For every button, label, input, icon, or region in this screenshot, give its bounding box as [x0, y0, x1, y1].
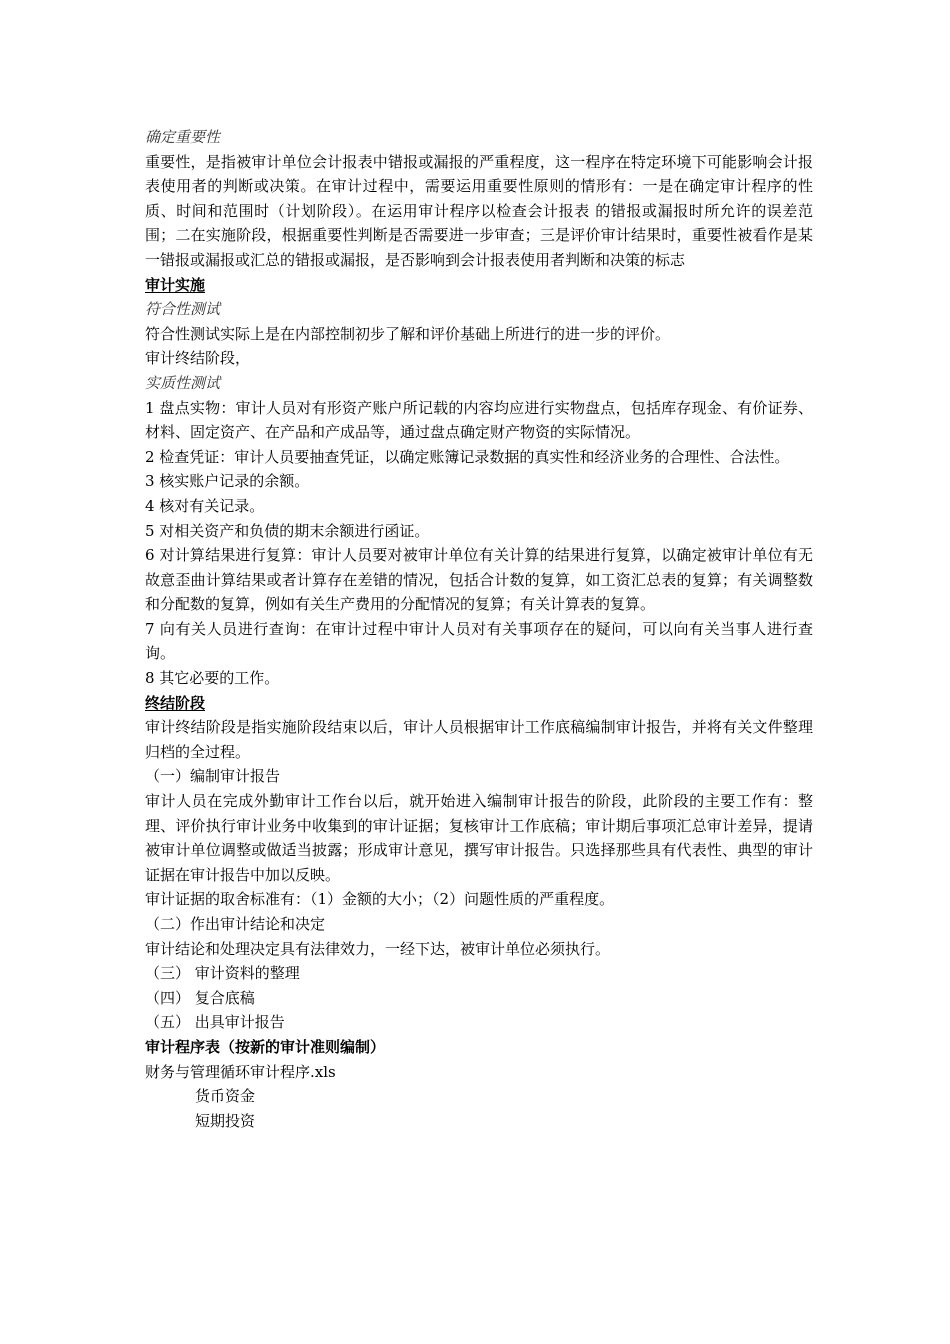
list-item: 8 其它必要的工作。: [145, 669, 280, 688]
list-item: 1 盘点实物：审计人员对有形资产账户所记载的内容均应进行实物盘点，包括库存现金、有价证券、材料、固定资产、在产品和产成品等，通过盘点确定财产物资的实际情况。: [145, 398, 813, 442]
subsection-4-title: （四） 复合底稿: [145, 988, 255, 1007]
importance-title: 确定重要性: [145, 128, 221, 146]
compliance-test-title: 符合性测试: [145, 300, 221, 319]
list-item: 6 对计算结果进行复算：审计人员要对被审计单位有关计算的结果进行复算，以确定被审计单位有无故意歪曲计算结果或者计算存在差错的情况，包括合计数的复算，如工资汇总表的复算；有关调整数和分配数的复算，例如有关生产费用的分配情况的复算；有关计算表的复算。: [145, 546, 813, 614]
file-name-link[interactable]: 财务与管理循环审计程序.xls: [145, 1062, 336, 1081]
subsection-1-paragraph: 审计人员在完成外勤审计工作台以后，就开始进入编制审计报告的阶段，此阶段的主要工作有：整 理、评价执行审计业务中收集到的审计证据；复核审计工作底稿；审计期后事项汇总审计差异，提请被审计单位调整或做适当披露；形成审计意见，撰写审计报告。只选择那些具有代表性、典型的审计证据在审计报告中加以反映。: [145, 792, 813, 884]
end-stage-heading: 终结阶段: [145, 693, 206, 712]
list-item: 4 核对有关记录。: [145, 496, 265, 515]
subsection-5-title: （五） 出具审计报告: [145, 1013, 285, 1032]
end-stage-paragraph: 审计终结阶段是指实施阶段结束以后，审计人员根据审计工作底稿编制审计报告，并将有关文件整理归档的全过程。: [145, 718, 813, 761]
end-stage-line: 审计终结阶段，: [145, 349, 251, 368]
substantive-test-title: 实质性测试: [145, 373, 221, 392]
list-item: 5 对相关资产和负债的期末余额进行函证。: [145, 521, 430, 540]
subsection-2-title: （二）作出审计结论和决定: [145, 915, 326, 933]
file-item: 货币资金: [195, 1087, 256, 1106]
implementation-heading: 审计实施: [145, 275, 206, 294]
importance-paragraph: 重要性，是指被审计单位会计报表中错报或漏报的严重程度，这一程序在特定环境下可能影响会计报 表使用者的判断或决策。在审计过程中，需要运用重要性原则的情形有：一是在确定审计程序的性质、时间和范围时（计划阶段）。在运用审计程序以检查会计报表 的错报或漏报时所允许的误差范围；二在实施阶段，根据重要性判断是否需要进一步审查；三是评价审计结果时，重要性被看作是某一错报或漏报或汇总的错报或漏报，是否影响到会计报表使用者判断和决策的标志: [145, 152, 813, 269]
list-item: 3 核实账户记录的余额。: [145, 472, 310, 491]
evidence-criteria-line: 审计证据的取舍标准有：（1）金额的大小；（2）问题性质的严重程度。: [145, 890, 615, 909]
file-item: 短期投资: [195, 1111, 256, 1130]
document-page: [145, 125, 813, 1133]
compliance-test-paragraph: 符合性测试实际上是在内部控制初步了解和评价基础上所进行的进一步的评价。: [145, 324, 671, 343]
list-item: 2 检查凭证：审计人员要抽查凭证，以确定账簿记录数据的真实性和经济业务的合理性、合法性。: [145, 447, 790, 466]
subsection-3-title: （三） 审计资料的整理: [145, 964, 300, 983]
subsection-1-title: （一）编制审计报告: [145, 767, 281, 786]
subsection-2-paragraph: 审计结论和处理决定具有法律效力，一经下达，被审计单位必须执行。: [145, 939, 611, 958]
procedure-table-heading: 审计程序表（按新的审计准则编制）: [145, 1037, 386, 1056]
list-item: 7 向有关人员进行查询：在审计过程中审计人员对有关事项存在的疑问，可以向有关当事人进行查询。: [145, 619, 813, 663]
